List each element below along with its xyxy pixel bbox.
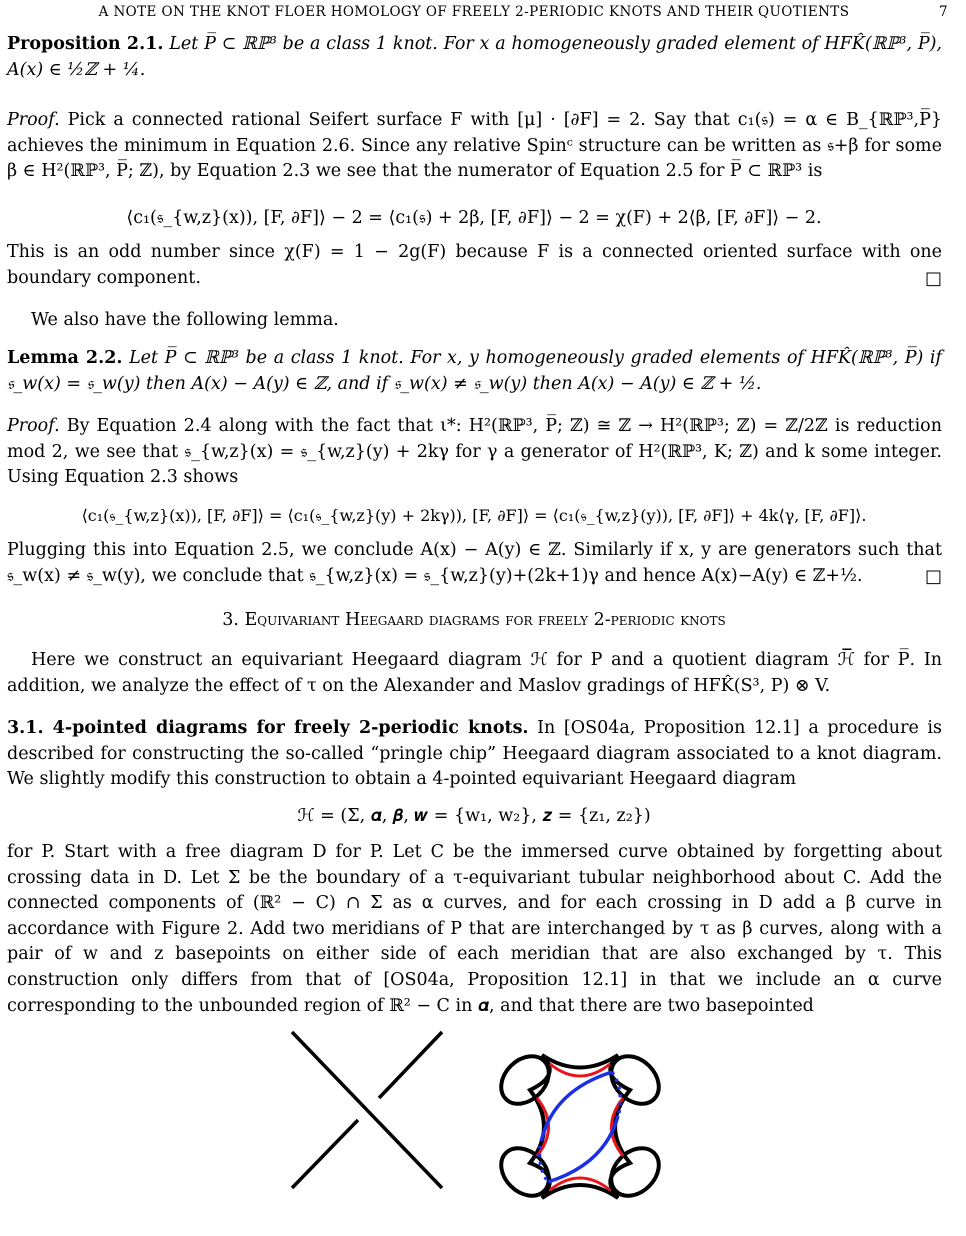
proof-text: By Equation 2.4 along with the fact that ι*: H²(ℝℙ³, P̅; ℤ) ≅ ℤ → H²(ℝℙ³; ℤ) = ℤ/2ℤ is reduction mod 2, we see that 𝔰_{w,z}(x) = 𝔰_{w,z}(y) + 2kγ for γ a generator of H²(ℝℙ³, K; ℤ) and k some integer. Using Equation 2.3 shows [7, 416, 942, 488]
lemma-intro: We also have the following lemma. [31, 310, 339, 330]
section-intro: Here we construct an equivariant Heegaard diagram ℋ for P and a quotient diagram ℋ̅ for P̅. In addition, we analyze the effect of τ on the Alexander and Maslov gradings of HFK̂(S³, P) ⊗ V. [7, 650, 942, 696]
qed-symbol: □ [924, 565, 942, 587]
beta-arc-upper-solid [542, 1072, 612, 1138]
figure-2-crossing-diagrams [280, 1020, 680, 1210]
proposition-2-1 [7, 32, 942, 83]
understrand-lower [292, 1120, 358, 1188]
section-heading: 3. Equivariant Heegaard diagrams for freely 2-periodic knots [222, 610, 726, 630]
lemma-proof-end [7, 538, 942, 589]
alpha-curves [537, 1064, 623, 1190]
running-head [0, 4, 948, 20]
beta-arc-lower-solid [548, 1116, 618, 1182]
equation-heegaard-diagram: ℋ = (Σ, 𝜶, 𝜷, 𝒘 = {w₁, w₂}, 𝒛 = {z₁, z₂}) [297, 806, 651, 826]
subsection-3-1 [7, 716, 942, 793]
lemma-proof [7, 414, 942, 491]
page-number: 7 [939, 4, 948, 20]
knot-crossing-drawing [292, 1032, 442, 1188]
proposition-proof-end [7, 240, 942, 291]
lemma-2-2 [7, 346, 942, 397]
proof-label: Proof. [7, 110, 60, 130]
equation-numerator: ⟨c₁(𝔰_{w,z}(x)), [F, ∂F]⟩ − 2 = ⟨c₁(𝔰) + 2β, [F, ∂F]⟩ − 2 = χ(F) + 2⟨β, [F, ∂F]⟩ − 2. [126, 208, 822, 228]
pringle-chip-surface [492, 1047, 668, 1205]
proof-label: Proof. [7, 416, 60, 436]
proof-text: Pick a connected rational Seifert surface F with [μ] · [∂F] = 2. Say that c₁(𝔰) = α ∈ B_{ℝℙ³,P̅} achieves the minimum in Equation 2.6. Since any relative Spinᶜ structure can be written as 𝔰+β for some β ∈ H²(ℝℙ³, P̅; ℤ), by Equation 2.3 we see that the numerator of Equation 2.5 for P̅ ⊂ ℝℙ³ is [7, 110, 942, 182]
proof-end-text: This is an odd number since χ(F) = 1 − 2g(F) because F is a connected oriented surface with one boundary component. [7, 242, 942, 288]
lemma-label: Lemma 2.2. [7, 348, 123, 368]
proof-end-text: Plugging this into Equation 2.5, we conclude A(x) − A(y) ∈ ℤ. Similarly if x, y are generators such that 𝔰_w(x) ≠ 𝔰_w(y), we conclude that 𝔰_{w,z}(x) = 𝔰_{w,z}(y)+(2k+1)γ and hence A(x)−A(y) ∈ ℤ+½. [7, 540, 942, 586]
understrand-upper [379, 1032, 442, 1098]
proposition-statement: Let P̅ ⊂ ℝℙ³ be a class 1 knot. For x a homogeneously graded element of HFK̂(ℝℙ³, P̅), A(x) ∈ ½ℤ + ¼. [7, 34, 942, 80]
construction-paragraph: for P. Start with a free diagram D for P. Let C be the immersed curve obtained by forgetting about crossing data in D. Let Σ be the boundary of a τ-equivariant tubular neighborhood about C. Add the connected components of (ℝ² − C) ∩ Σ as α curves, and for each crossing in D add a β curve in accordance with Figure 2. Add two meridians of P that are interchanged by τ as β curves, along with a pair of w and z basepoints on either side of each meridian that are also exchanged by τ. This construction only differs from that of [OS04a, Proposition 12.1] in that we include an α curve corresponding to the unbounded region of ℝ² − C in 𝜶, and that there are two basepointed [7, 842, 942, 1016]
equation-chern-class: ⟨c₁(𝔰_{w,z}(x)), [F, ∂F]⟩ = ⟨c₁(𝔰_{w,z}(y) + 2kγ)), [F, ∂F]⟩ = ⟨c₁(𝔰_{w,z}(y)), [F, ∂F]⟩ + 4k⟨γ, [F, ∂F]⟩. [81, 506, 867, 525]
proposition-proof [7, 108, 942, 185]
qed-symbol: □ [924, 267, 942, 289]
subsection-text: In [OS04a, Proposition 12.1] a procedure is described for constructing the so-called “pringle chip” Heegaard diagram associated to a knot diagram. We slightly modify this construction to obtain a 4-pointed equivariant Heegaard diagram [7, 718, 942, 790]
beta-curve [540, 1072, 621, 1182]
subsection-label: 3.1. 4-pointed diagrams for freely 2-periodic knots. [7, 718, 529, 738]
lemma-statement: Let P̅ ⊂ ℝℙ³ be a class 1 knot. For x, y homogeneously graded elements of HFK̂(ℝℙ³, P̅) if 𝔰_w(x) = 𝔰_w(y) then A(x) − A(y) ∈ ℤ, and if 𝔰_w(x) ≠ 𝔰_w(y) then A(x) − A(y) ∈ ℤ + ½. [7, 348, 942, 394]
running-title: A NOTE ON THE KNOT FLOER HOMOLOGY OF FREELY 2-PERIODIC KNOTS AND THEIR QUOTIENTS [98, 4, 850, 20]
proposition-label: Proposition 2.1. [7, 34, 164, 54]
